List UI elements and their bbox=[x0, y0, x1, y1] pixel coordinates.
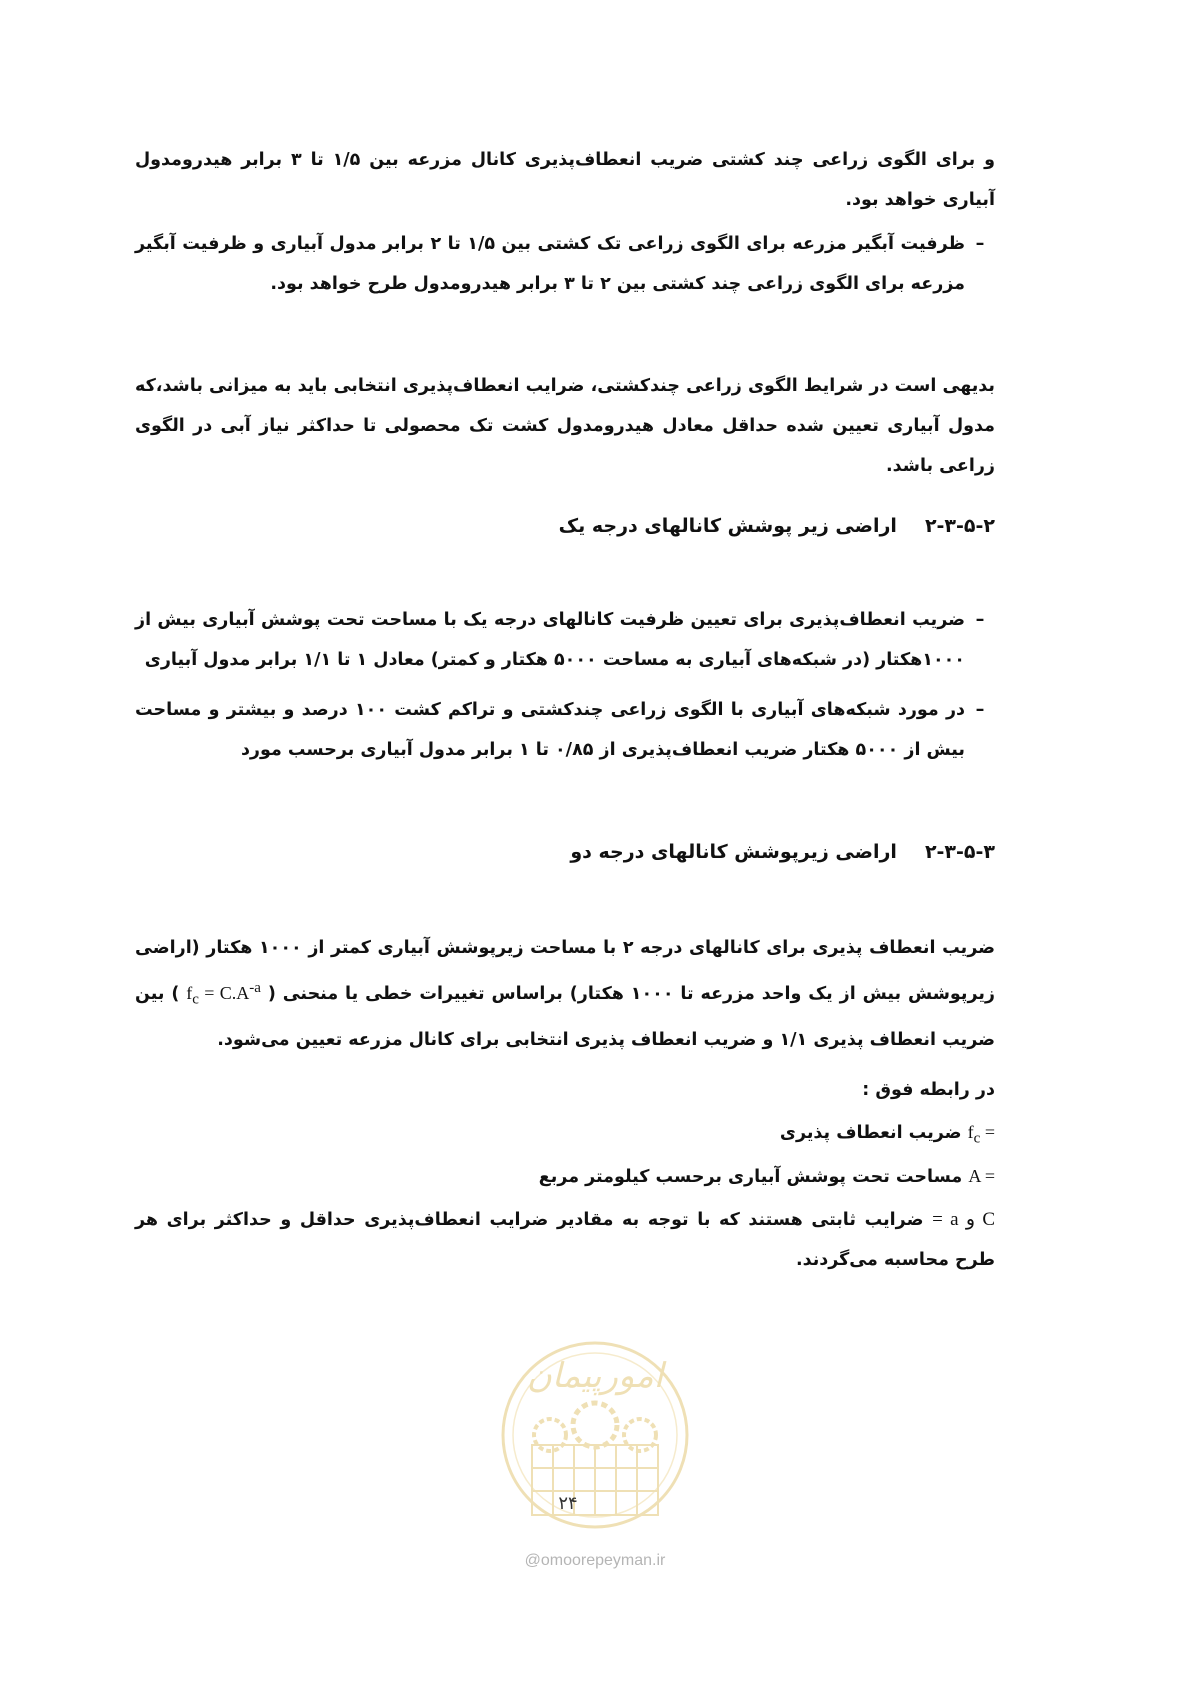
gear-icon bbox=[624, 1419, 656, 1451]
definition-symbol: $f_c$ = bbox=[967, 1122, 995, 1147]
paragraph-note bbox=[135, 366, 995, 486]
definition-text: ضریب انعطاف پذیری bbox=[779, 1123, 962, 1143]
where-label: در رابطه فوق : bbox=[862, 1080, 995, 1100]
watermark-url: @omoorepeyman.ir bbox=[524, 1552, 666, 1569]
paragraph-continuation bbox=[135, 140, 995, 220]
section-number: ۲-۳-۵-۲ bbox=[924, 515, 995, 537]
bullet-text: ظرفیت آبگیر مزرعه برای الگوی زراعی تک کشتی بین ۱/۵ تا ۲ برابر مدول آبیاری و ظرفیت آبگیر مزرعه برای الگوی زراعی چند کشتی بین ۲ تا ۳ برابر هیدرومدول طرح خواهد بود. bbox=[135, 234, 965, 294]
bullet-text: ضریب انعطاف‌پذیری برای تعیین ظرفیت کانالهای درجه یک با مساحت تحت پوشش آبیاری بیش از ۱۰۰۰هکتار (در شبکه‌های آبیاری به مساحت ۵۰۰۰ هکتار و کمتر) معادل ۱ تا ۱/۱ برابر مدول آبیاری bbox=[135, 610, 965, 670]
definition-item bbox=[135, 1200, 995, 1280]
definition-text: ضرایب ثابتی هستند که با توجه به مقادیر ضرایب انعطاف‌پذیری حداقل و حداکثر برای هر طرح محاسبه می‌گردند. bbox=[135, 1210, 995, 1270]
paragraph-text: و برای الگوی زراعی چند کشتی ضریب انعطاف‌پذیری کانال مزرعه بین ۱/۵ تا ۳ برابر هیدرومدول آبیاری خواهد بود. bbox=[135, 150, 996, 210]
watermark-text: امورپیمان bbox=[526, 1356, 664, 1396]
definition-item bbox=[135, 1156, 995, 1197]
paragraph-formula bbox=[135, 928, 995, 1060]
section-title: اراضی زیرپوشش کانالهای درجه دو bbox=[570, 841, 897, 863]
section-heading-2 bbox=[570, 836, 995, 868]
definition-item bbox=[135, 1112, 995, 1159]
dash-bullet-icon: – bbox=[975, 234, 985, 254]
paragraph-text: ضریب انعطاف پذیری برای کانالهای درجه ۲ با مساحت زیرپوشش آبیاری کمتر از ۱۰۰۰ هکتار (اراضی زیرپوشش بیش از یک واحد مزرعه تا ۱۰۰۰ هکتار) براساس تغییرات خطی یا منحنی ( bbox=[135, 938, 996, 1004]
dash-bullet-icon: – bbox=[975, 610, 985, 630]
definition-symbol: C و a = bbox=[932, 1209, 996, 1230]
dash-bullet-icon: – bbox=[975, 700, 985, 720]
watermark-logo bbox=[490, 1325, 700, 1535]
bullet-item bbox=[135, 600, 995, 680]
section-heading-1 bbox=[559, 510, 995, 542]
section-title: اراضی زیر پوشش کانالهای درجه یک bbox=[558, 515, 897, 537]
page-number: ۲۴ bbox=[558, 1493, 578, 1514]
gear-icon bbox=[534, 1419, 566, 1451]
bullet-item bbox=[135, 690, 995, 770]
section-number: ۲-۳-۵-۳ bbox=[924, 841, 995, 863]
definition-symbol: A = bbox=[968, 1166, 995, 1186]
bullet-item bbox=[135, 224, 995, 304]
bullet-text: در مورد شبکه‌های آبیاری با الگوی زراعی چندکشتی و تراکم کشت ۱۰۰ درصد و بیشتر و مساحت بیش از ۵۰۰۰ هکتار ضریب انعطاف‌پذیری از ۰/۸۵ تا ۱ برابر مدول آبیاری برحسب مورد bbox=[135, 700, 965, 760]
paragraph-text: بدیهی است در شرایط الگوی زراعی چندکشتی، ضرایب انعطاف‌پذیری انتخابی باید به میزانی باشد،که مدول آبیاری تعیین شده حداقل معادل هیدرومدول کشت تک محصولی تا حداکثر نیاز آبی در الگوی زراعی باشد. bbox=[135, 376, 995, 476]
definition-text: مساحت تحت پوشش آبیاری برحسب کیلومتر مربع bbox=[538, 1167, 963, 1187]
paragraph-text: ) بین ضریب انعطاف پذیری ۱/۱ و ضریب انعطاف پذیری انتخابی برای کانال مزرعه تعیین می‌شود. bbox=[135, 984, 995, 1050]
gear-icon bbox=[573, 1403, 617, 1447]
formula: $f_c = C.A^{-a}$ bbox=[186, 980, 261, 1008]
